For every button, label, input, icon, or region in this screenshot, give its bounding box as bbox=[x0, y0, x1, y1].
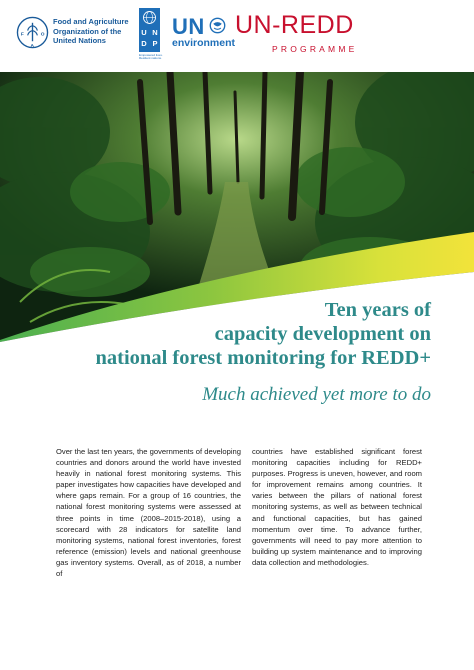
unep-globe-icon bbox=[209, 17, 226, 34]
unep-environment-text: environment bbox=[172, 37, 236, 49]
undp-letter-d: D bbox=[141, 39, 147, 48]
fao-emblem-letter-o: O bbox=[40, 32, 45, 38]
header-logos bbox=[0, 0, 474, 72]
title-line-3: national forest monitoring for REDD+ bbox=[95, 347, 431, 369]
fao-wheat-emblem-icon bbox=[16, 16, 49, 49]
abstract-right-column: countries have established significant forest monitoring capacities including for REDD+ purposes. Progress is uneven, however, and room for improvement remains among countries. It varies between the pillars of national forest monitoring systems, as well as between technical and functional capacities, but has gained momentum over time. To advance further, governments will need to pay more attention to building up system maintenance and to improving data collection and methodologies. bbox=[252, 447, 422, 567]
undp-letter-u: U bbox=[141, 28, 147, 37]
document-title bbox=[11, 298, 431, 370]
unredd-subtitle: PROGRAMME bbox=[272, 44, 358, 54]
abstract-left-column: Over the last ten years, the governments of developing countries and donors around the world have invested heavily in national forest monitoring systems. This paper investigates how capacities have developed and where gaps remain. For a group of 16 countries, the national forest monitoring systems were assessed at three points in time (2008–2015-2018), using a scorecard with 28 indicators for satellite land monitoring systems, national forest inventories, forest reference (emission) levels and national greenhouse gas inventory systems. Overall, as of 2018, a number of bbox=[56, 447, 241, 579]
title-line-1: Ten years of bbox=[324, 299, 431, 321]
fao-emblem-letter-f: F bbox=[20, 32, 24, 38]
undp-letter-n: N bbox=[152, 28, 158, 37]
document-subtitle: Much achieved yet more to do bbox=[202, 384, 431, 405]
title-line-2: capacity development on bbox=[214, 323, 431, 345]
un-globe-icon bbox=[142, 10, 157, 25]
unredd-title: UN-REDD bbox=[235, 11, 354, 39]
fao-emblem-letter-a: A bbox=[30, 44, 35, 49]
unep-un-text: UN bbox=[172, 14, 205, 39]
fao-name: Food and Agriculture Organization of the United Nations bbox=[53, 17, 129, 45]
undp-letter-p: P bbox=[152, 39, 158, 48]
undp-logo bbox=[139, 8, 160, 52]
undp-caption: Empowered lives. Resilient nations. bbox=[139, 53, 163, 61]
